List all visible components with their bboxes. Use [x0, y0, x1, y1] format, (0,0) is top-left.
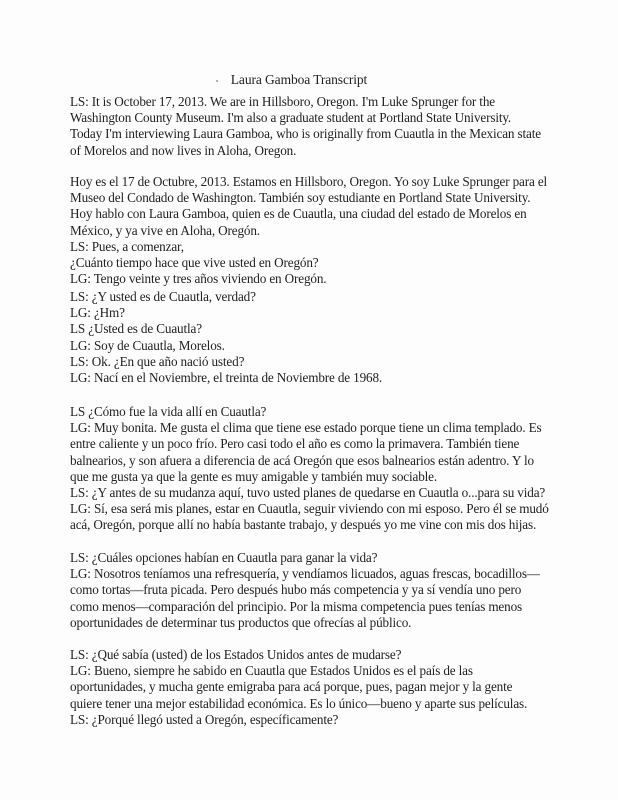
transcript-line: entre caliente y un poco frío. Pero casi todo el año es como la primavera. También tiene — [70, 436, 520, 452]
transcript-line: como tortas—fruta picada. Pero después hubo más competencia y ya sí vendía uno pero — [70, 582, 522, 598]
transcript-line: balnearios, y son afuera a diferencia de acá Oregón que esos balnearios están adentro. Y lo — [70, 452, 534, 468]
transcript-line: LG: Muy bonita. Me gusta el clima que tiene ese estado porque tiene un clima templado. Es — [70, 420, 542, 436]
transcript-line: LS: ¿Y usted es de Cuautla, verdad? — [70, 289, 256, 304]
transcript-line: LS ¿Usted es de Cuautla? — [70, 321, 202, 337]
transcript-line: LS: Ok. ¿En que año nació usted? — [70, 354, 245, 369]
transcript-paragraph — [70, 354, 570, 386]
transcript-line: LG: Sí, esa será mis planes, estar en Cuautla, seguir viviendo con mi esposo. Pero él se mudó — [70, 501, 549, 517]
document-title-text: Laura Gamboa Transcript — [230, 72, 368, 87]
transcript-line: LG: Nací en el Noviembre, el treinta de Noviembre de 1968. — [70, 370, 383, 386]
transcript-line: LS: ¿Porqué llegó usted a Oregón, específicamente? — [70, 712, 339, 727]
transcript-paragraph — [70, 485, 570, 534]
transcript-line: LG: Soy de Cuautla, Morelos. — [70, 337, 225, 353]
transcript-line: LG: Nosotros teníamos una refresquería, y vendíamos licuados, aguas frescas, bocadillos— — [70, 566, 540, 582]
transcript-paragraph — [70, 239, 570, 288]
transcript-paragraph — [70, 712, 570, 728]
transcript-line: oportunidades, y mucha gente emigraba para acá porque, pues, pagan mejor y la gente — [70, 679, 513, 695]
transcript-line: LS: It is October 17, 2013. We are in Hillsboro, Oregon. I'm Luke Sprunger for the — [70, 94, 495, 109]
transcript-line: Washington County Museum. I'm also a graduate student at Portland State University. — [70, 110, 512, 126]
transcript-paragraph — [70, 289, 570, 354]
transcript-line: como menos—comparación del principio. Por la misma competencia pues tenías menos — [70, 598, 523, 614]
transcript-paragraph — [70, 647, 570, 712]
transcript-line: quiere tener una mejor estabilidad económica. Es lo único—bueno y aparte sus películas. — [70, 695, 528, 711]
transcript-line: LG: Bueno, siempre he sabido en Cuautla que Estados Unidos es el país de las — [70, 663, 473, 679]
transcript-line: LS: ¿Cuáles opciones habían en Cuautla para ganar la vida? — [70, 550, 378, 565]
transcript-line: LS: Pues, a comenzar, — [70, 239, 184, 254]
transcript-line: LS: ¿Y antes de su mudanza aquí, tuvo usted planes de quedarse en Cuautla o...para su vida? — [70, 485, 546, 500]
transcript-line: Hoy hablo con Laura Gamboa, quien es de Cuautla, una ciudad del estado de Morelos en — [70, 206, 527, 222]
transcript-line: México, y ya vive en Aloha, Oregón. — [70, 222, 260, 238]
transcript-line: Hoy es el 17 de Octubre, 2013. Estamos en Hillsboro, Oregon. Yo soy Luke Sprunger para el — [70, 174, 548, 189]
transcript-line: Today I'm interviewing Laura Gamboa, who is originally from Cuautla in the Mexican state — [70, 126, 541, 142]
transcript-line: que me gusta ya que la gente es muy amigable y también muy sociable. — [70, 468, 437, 484]
transcript-line: LG: ¿Hm? — [70, 305, 125, 321]
document-title — [0, 72, 618, 88]
transcript-line: Museo del Condado de Washington. También soy estudiante en Portland State University. — [70, 190, 531, 206]
transcript-line: acá, Oregón, porque allí no había bastante trabajo, y después yo me vine con mis dos hijas. — [70, 517, 537, 533]
transcript-paragraph — [70, 94, 570, 159]
transcript-line: ¿Cuánto tiempo hace que vive usted en Oregón? — [70, 255, 319, 271]
transcript-line: LS ¿Cómo fue la vida allí en Cuautla? — [70, 404, 267, 419]
transcript-paragraph — [70, 174, 570, 239]
transcript-paragraph — [70, 550, 570, 631]
transcript-line: oportunidades de determinar tus productos que ofrecías al público. — [70, 614, 412, 630]
transcript-line: LG: Tengo veinte y tres años viviendo en Oregón. — [70, 271, 327, 287]
transcript-line: LS: ¿Qué sabía (usted) de los Estados Unidos antes de mudarse? — [70, 647, 402, 662]
transcript-paragraph — [70, 404, 570, 485]
transcript-line: of Morelos and now lives in Aloha, Oregon. — [70, 142, 297, 158]
